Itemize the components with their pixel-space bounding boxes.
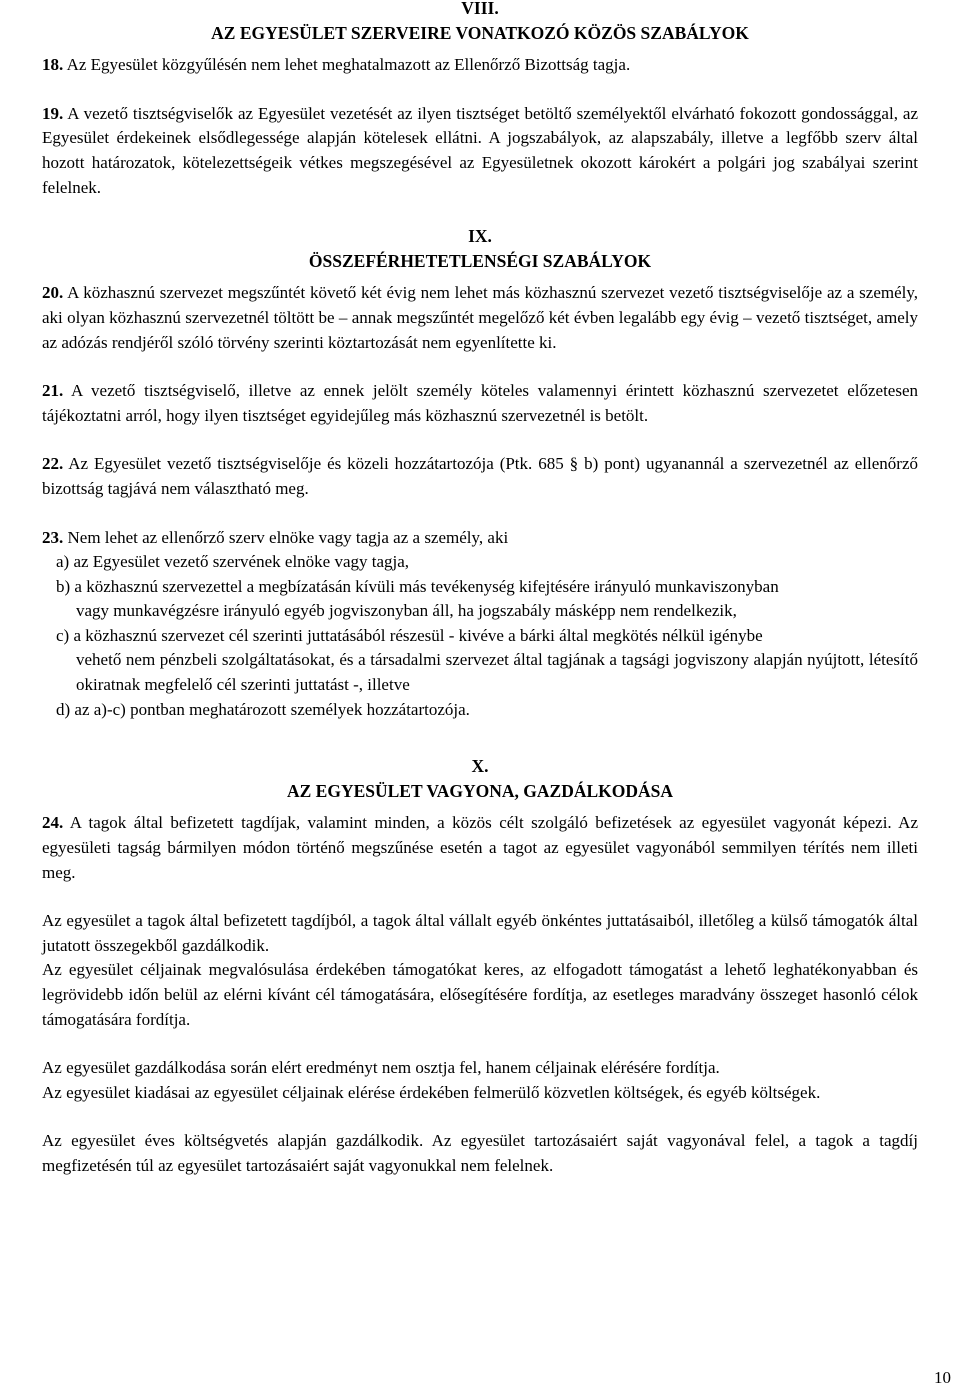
list-item-continuation: vagy munkavégzésre irányuló egyéb jogviszonyban áll, ha jogszabály másképp nem rendelkezik, xyxy=(76,601,737,621)
paragraph-22 xyxy=(42,452,918,501)
paragraph-text: A vezető tisztségviselők az Egyesület vezetését az ilyen tisztséget betöltő személyektől elvárható fokozott gondossággal, az Egyesület érdekeinek elsődlegessége alapján kötelesek ellátni. A jogszabályok, az alapszabály, illetve a legfőbb szerv által hozott határozatok, kötelezettségeik vétkes megszegésével az Egyesületnek okozott károkért a polgári jog szabályai szerint felelnek. xyxy=(42,103,919,197)
section-8-title: AZ EGYESÜLET SZERVEIRE VONATKOZÓ KÖZÖS SZABÁLYOK xyxy=(211,22,749,43)
list-item-b xyxy=(42,575,918,624)
paragraph-21 xyxy=(42,379,918,428)
paragraph-funding-sources: Az egyesület a tagok által befizetett tagdíjból, a tagok által vállalt egyéb önkéntes juttatásaiból, illetőleg a külső támogatók által jutatott összegekből gazdálkodik. xyxy=(42,911,918,955)
section-8-number: VIII. xyxy=(461,0,499,18)
section-10-title: AZ EGYESÜLET VAGYONA, GAZDÁLKODÁSA xyxy=(286,780,674,801)
paragraph-18 xyxy=(42,53,918,78)
paragraph-text: Az Egyesület közgyűlésén nem lehet meghatalmazott az Ellenőrző Bizottság tagja. xyxy=(66,55,631,75)
section-10-number: X. xyxy=(471,756,489,777)
paragraph-text: Nem lehet az ellenőrző szerv elnöke vagy tagja az a személy, aki xyxy=(67,527,509,547)
paragraph-profit: Az egyesület gazdálkodása során elért eredményt nem osztja fel, hanem céljainak elérésére fordítja. xyxy=(42,1058,720,1078)
paragraph-text: A vezető tisztségviselő, illetve az ennek jelölt személy köteles valamennyi érintett közhasznú szervezetet előzetesen tájékoztatni arról, hogy ilyen tisztséget egyidejűleg más közhasznú szervezetnél is betölt. xyxy=(42,381,918,425)
list-item-text: c) a közhasznú szervezet cél szerinti juttatásából részesül - kivéve a bárki által megkötés nélkül igénybe xyxy=(56,625,763,645)
document-page xyxy=(42,0,918,1179)
list-item-c xyxy=(42,624,918,698)
paragraph-23 xyxy=(42,526,918,551)
paragraph-19 xyxy=(42,102,918,200)
paragraph-number: 19. xyxy=(42,103,64,123)
paragraph-number: 23. xyxy=(42,527,64,547)
list-item-continuation: vehető nem pénzbeli szolgáltatásokat, és a társadalmi szervezet által tagjának a tagsági jogviszony alapján nyújtott, létesítő okiratnak megfelelő cél szerinti juttatást -, illetve xyxy=(76,650,918,695)
paragraph-text: Az Egyesület vezető tisztségviselője és közeli hozzátartozója (Ptk. 685 § b) pont) ugyanannál a szervezetnél az ellenőrző bizottság tagjává nem választható meg. xyxy=(42,454,918,498)
paragraph-number: 22. xyxy=(42,454,64,474)
paragraph-expenses: Az egyesület kiadásai az egyesület céljainak elérése érdekében felmerülő közvetlen költségek, és egyéb költségek. xyxy=(42,1082,821,1102)
list-item-text: b) a közhasznú szervezettel a megbízatásán kívüli más tevékenység kifejtésére irányuló munkaviszonyban xyxy=(56,576,779,596)
paragraph-text: A közhasznú szervezet megszűntét követő két évig nem lehet más közhasznú szervezet vezető tisztségviselője az a személy, aki olyan közhasznú szervezetnél töltött be – annak megszűntét megelőző két évben legalább egy évig – vezető tisztséget, amely az adózás rendjéről szóló törvény szerinti köztartozását nem egyenlítette ki. xyxy=(42,283,919,352)
paragraph-budget: Az egyesület éves költségvetés alapján gazdálkodik. Az egyesület tartozásaiért saját vagyonával felel, a tagok a tagdíj megfizetésén túl az egyesület tartozásaiért saját vagyonukkal nem felelnek. xyxy=(42,1131,918,1175)
paragraph-20 xyxy=(42,281,918,355)
list-item-d xyxy=(42,698,918,723)
section-9-number: IX. xyxy=(468,226,492,247)
section-9-title: ÖSSZEFÉRHETETLENSÉGI SZABÁLYOK xyxy=(308,250,652,271)
list-item-text: d) az a)-c) pontban meghatározott személyek hozzátartozója. xyxy=(56,699,470,719)
paragraph-number: 21. xyxy=(42,381,64,401)
list-item-a xyxy=(42,550,918,575)
paragraph-number: 18. xyxy=(42,55,64,75)
paragraph-text: A tagok által befizetett tagdíjak, valamint minden, a közös célt szolgáló befizetések az egyesület vagyonát képezi. Az egyesületi tagság bármilyen módon történő megszűnése esetén a tagot az egyesület vagyonából semmilyen térítés nem illeti meg. xyxy=(42,813,918,882)
paragraph-number: 20. xyxy=(42,283,64,303)
paragraph-supporters: Az egyesület céljainak megvalósulása érdekében támogatókat keres, az elfogadott támogatást a lehető leghatékonyabban és legrövidebb időn belül az elérni kívánt cél támogatására, elősegítésére fordítja, az esetleges maradvány összeget hasonló célok támogatására fordítja. xyxy=(42,960,918,1029)
paragraph-number: 24. xyxy=(42,813,64,833)
list-item-text: a) az Egyesület vezető szervének elnöke vagy tagja, xyxy=(56,552,410,572)
paragraph-24 xyxy=(42,811,918,885)
page-number: 10 xyxy=(934,1368,951,1387)
